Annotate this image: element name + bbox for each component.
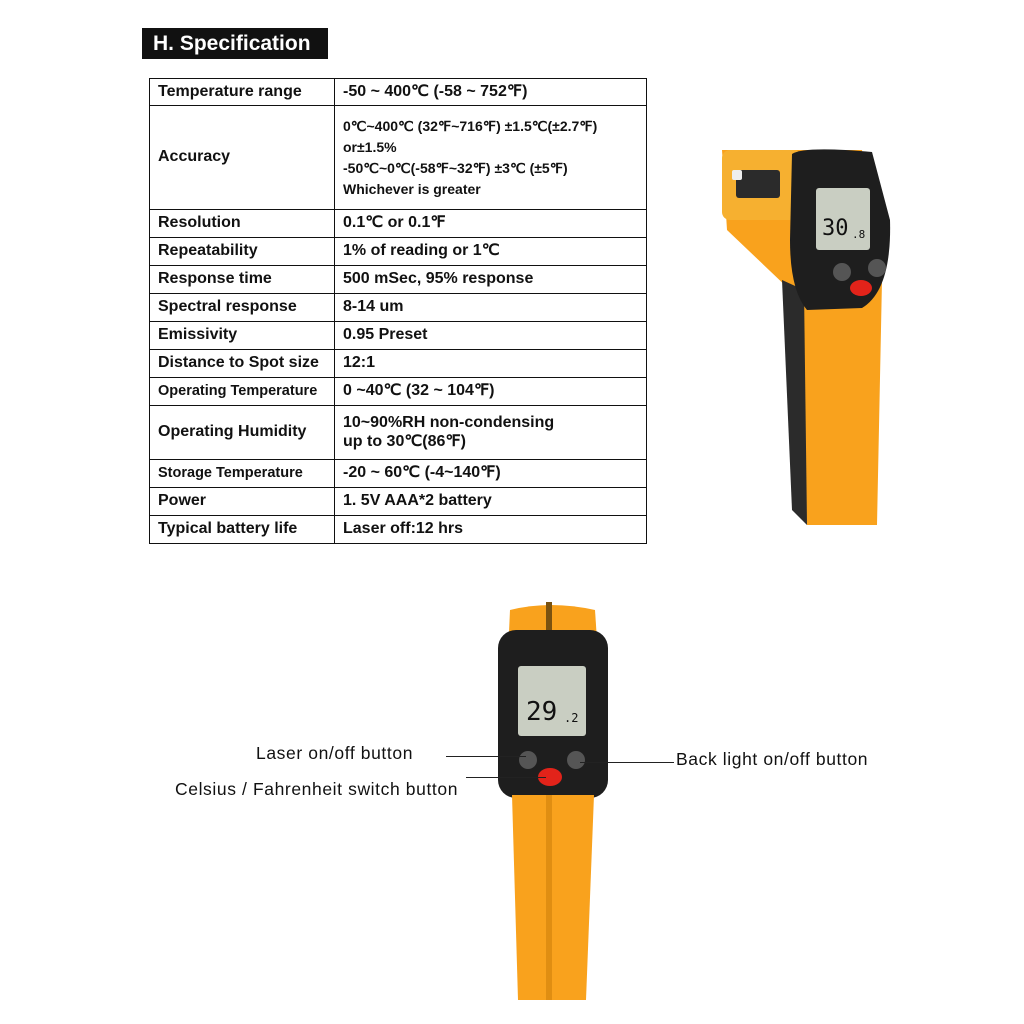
spec-value-line: 10~90%RH non-condensing <box>343 414 555 432</box>
spec-value <box>335 210 647 238</box>
spec-label: Operating Humidity <box>150 406 335 460</box>
spec-row <box>150 210 647 238</box>
spec-value-line: 500 mSec, 95% response <box>343 270 534 288</box>
spec-value <box>335 516 647 544</box>
front-lcd-decimal: .2 <box>564 711 579 725</box>
spec-value-line: Laser off:12 hrs <box>343 520 464 538</box>
spec-row <box>150 79 647 106</box>
celsius-leader-line <box>466 777 546 778</box>
spec-value-line: 12:1 <box>343 354 376 372</box>
spec-row <box>150 350 647 378</box>
spec-label: Typical battery life <box>150 516 335 544</box>
spec-row <box>150 106 647 210</box>
section-title: H. Specification <box>142 28 328 59</box>
spec-row <box>150 378 647 406</box>
front-lcd-reading: 29 <box>526 697 558 727</box>
spec-value-line: or±1.5% <box>343 138 397 155</box>
spec-label: Power <box>150 488 335 516</box>
spec-label: Accuracy <box>150 106 335 210</box>
spec-value-line: 1% of reading or 1℃ <box>343 242 500 260</box>
spec-value-line: Whichever is greater <box>343 180 481 197</box>
thermometer-front-image <box>490 600 615 1005</box>
spec-value-line: -50 ~ 400℃ (-58 ~ 752℉) <box>343 82 528 100</box>
laser-leader-line <box>446 756 526 757</box>
spec-value <box>335 266 647 294</box>
spec-value-line: up to 30℃(86℉) <box>343 432 466 450</box>
spec-label: Repeatability <box>150 238 335 266</box>
spec-label: Distance to Spot size <box>150 350 335 378</box>
side-lcd-reading: 30 <box>822 216 849 241</box>
spec-row <box>150 294 647 322</box>
backlight-leader-line <box>580 762 674 763</box>
spec-value-line: 0℃~400℃ (32℉~716℉) ±1.5℃(±2.7℉) <box>343 117 598 134</box>
spec-value <box>335 322 647 350</box>
spec-row <box>150 238 647 266</box>
spec-value <box>335 406 647 460</box>
spec-row <box>150 406 647 460</box>
thermometer-side-image <box>712 140 912 540</box>
side-lcd-decimal: .8 <box>852 228 866 241</box>
spec-value <box>335 378 647 406</box>
spec-row <box>150 266 647 294</box>
laser-button-label: Laser on/off button <box>256 743 414 763</box>
spec-value <box>335 350 647 378</box>
spec-value-line: 0 ~40℃ (32 ~ 104℉) <box>343 382 495 400</box>
spec-value-line: 0.95 Preset <box>343 326 428 344</box>
spec-row <box>150 322 647 350</box>
spec-row <box>150 488 647 516</box>
spec-value-line: 1. 5V AAA*2 battery <box>343 492 492 510</box>
spec-value <box>335 79 647 106</box>
spec-value <box>335 488 647 516</box>
spec-value-line: 0.1℃ or 0.1℉ <box>343 214 446 232</box>
spec-value <box>335 294 647 322</box>
spec-label: Resolution <box>150 210 335 238</box>
spec-value-line: -50℃~0℃(-58℉~32℉) ±3℃ (±5℉) <box>343 159 568 176</box>
celsius-switch-label: Celsius / Fahrenheit switch button <box>175 779 459 799</box>
spec-label: Emissivity <box>150 322 335 350</box>
spec-value-line: -20 ~ 60℃ (-4~140℉) <box>343 464 501 482</box>
spec-row <box>150 516 647 544</box>
spec-value <box>335 460 647 488</box>
spec-value-line: 8-14 um <box>343 298 404 316</box>
spec-label: Temperature range <box>150 79 335 106</box>
spec-label: Operating Temperature <box>150 378 335 406</box>
spec-table <box>149 78 647 544</box>
spec-label: Storage Temperature <box>150 460 335 488</box>
spec-row <box>150 460 647 488</box>
spec-label: Response time <box>150 266 335 294</box>
spec-value <box>335 106 647 210</box>
backlight-button-label: Back light on/off button <box>676 749 869 769</box>
spec-label: Spectral response <box>150 294 335 322</box>
spec-value <box>335 238 647 266</box>
